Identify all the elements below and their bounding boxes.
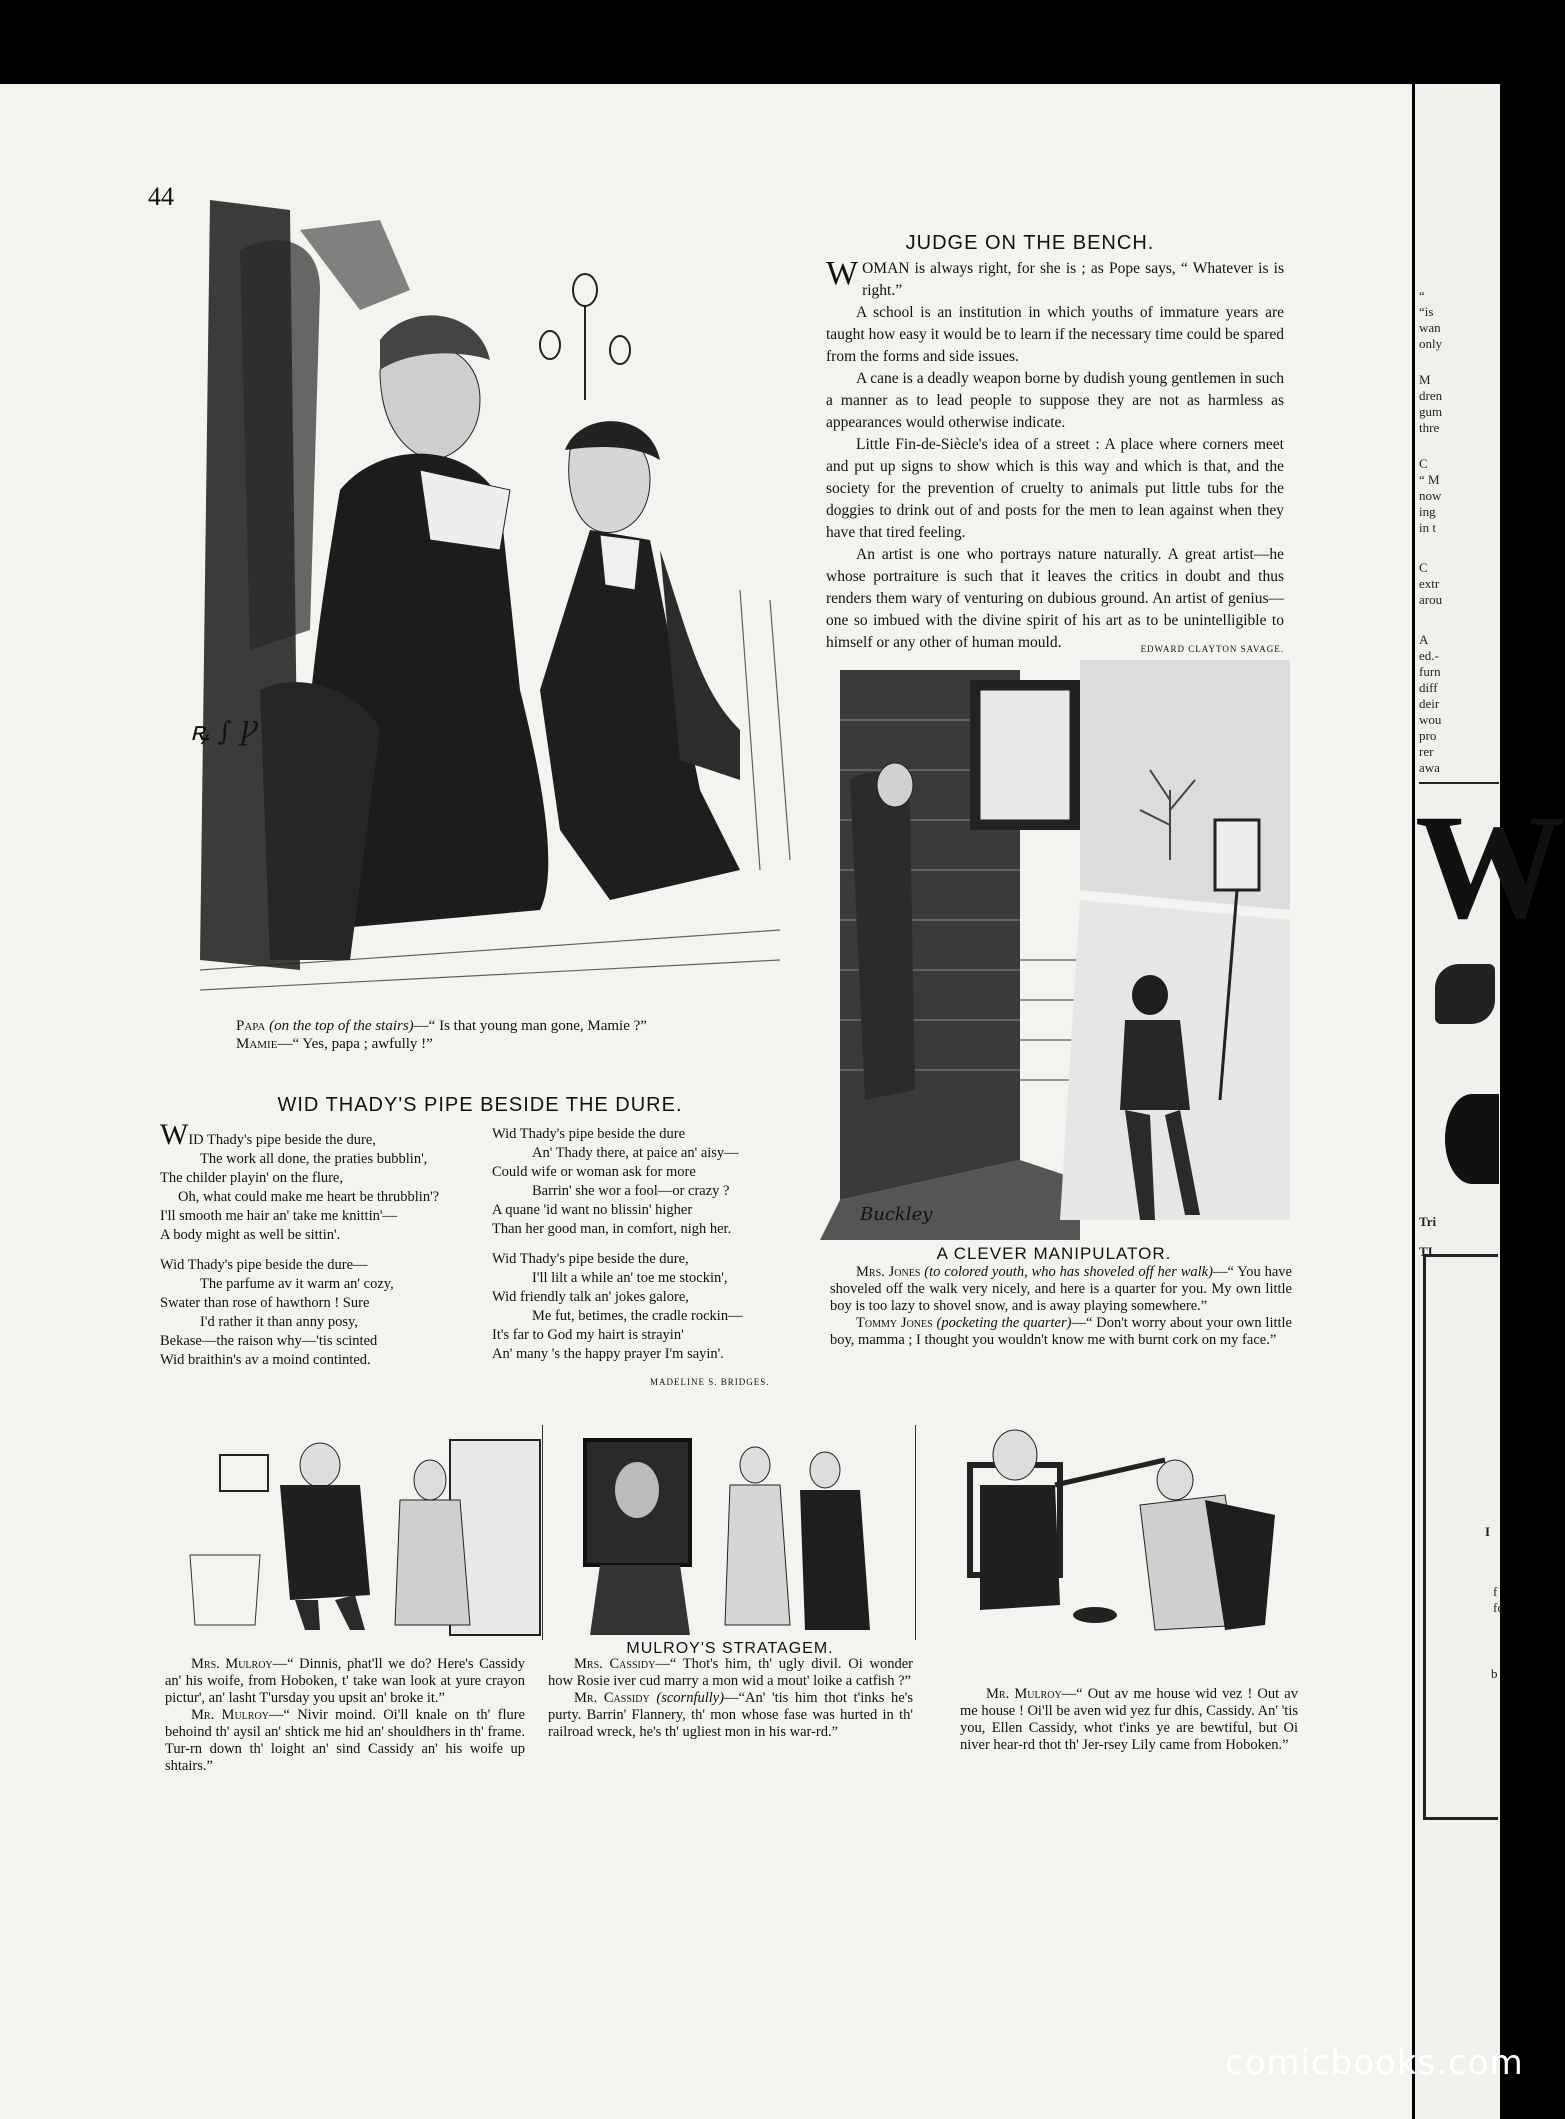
article-signature: EDWARD CLAYTON SAVAGE. — [1140, 644, 1284, 654]
poem-stanza: Wid Thady's pipe beside the dure— The parfume av it warm an' cozy, Swater than rose of hawthorn ! Sure I'd rather it than anny posy, Bekase—the raison why—'tis scinted Wid braithin's av a moind continted. — [160, 1257, 394, 1368]
svg-text:ꝶ ∫ Ꝩ: ꝶ ∫ Ꝩ — [190, 717, 259, 747]
panel-divider — [542, 1425, 543, 1640]
caption-paragraph: Mrs. Mulroy—“ Dinnis, phat'll we do? Here's Cassidy an' his woife, from Hoboken, t' take wan look at yure crayon pictur', an' lasht T'ursday you upsit an' broke it.” — [165, 1656, 525, 1706]
panel-1-caption — [165, 1656, 525, 1775]
poem-column-right — [492, 1125, 812, 1375]
caption-paragraph: Tommy Jones (pocketing the quarter)—“ Don't worry about your own little boy, mamma ; I thought you wouldn't know me with burnt cork on my face.” — [830, 1315, 1292, 1348]
large-letter: W — [1415, 784, 1565, 950]
illustration-couple-on-stairs — [180, 170, 810, 1010]
poem-stanza: Wid Thady's pipe beside the dure, I'll lilt a while an' toe me stockin', Wid friendly talk an' jokes galore, Me fut, betimes, the cradle rockin— It's far to God my hairt is strayin' An' many 's the happy prayer I'm sayin'. — [492, 1251, 743, 1362]
artist-signature: Buckley — [860, 1204, 933, 1225]
cartoon-caption — [830, 1264, 1292, 1349]
caption-paragraph: Mrs. Jones (to colored youth, who has shoveled off her walk)—“ You have shoveled off the walk very nicely, and here is a quarter for you. My own little boy is too lazy to shovel snow, and is away playing somewhere.” — [830, 1264, 1292, 1314]
article-paragraph: An artist is one who portrays nature naturally. A great artist—he whose portraiture is such that it leaves the critics in doubt and thus renders them wary of venturing on dubious ground. An artist of genius—one so imbued with the divine spirit of his art as to be unintelligible to himself or any other of human mould. EDWARD CLAYTON SAVAGE. — [826, 544, 1284, 654]
caption-paragraph: Mr. Mulroy—“ Nivir moind. Oi'll knale on th' flure behoind th' aysil an' shtick me hid an' shouldhers in th' frame. Tur-rn down th' loight an' sind Cassidy an' his woife up shtairs.” — [165, 1707, 525, 1774]
illustration-mulroy-panel-2 — [550, 1425, 910, 1635]
article-paragraph: A school is an institution in which youths of immature years are taught how easy it would be to learn if the necessary time could be spared from the forms and side issues. — [826, 304, 1284, 365]
poem-column-left — [160, 1118, 480, 1381]
caption-line-1: Papa (on the top of the stairs)—“ Is that young man gone, Mamie ?” — [236, 1018, 647, 1034]
cartoon-caption — [236, 1017, 756, 1053]
poem-signature: MADELINE S. BRIDGES. — [650, 1377, 770, 1387]
caption-line-2: Mamie—“ Yes, papa ; awfully !” — [236, 1036, 433, 1052]
drop-cap: W — [826, 255, 859, 292]
poem-stanza: Wid Thady's pipe beside the dure An' Thady there, at paice an' aisy— Could wife or woman ask for more Barrin' she wor a fool—or crazy ? A quane 'id want no blissin' higher Than her good man, in comfort, nigh her. — [492, 1126, 739, 1237]
cartoon-title: MULROY'S STRATAGEM. — [626, 1640, 834, 1657]
ornament — [1445, 1094, 1499, 1184]
watermark: comicbooks.com — [1225, 2043, 1524, 2083]
article-paragraph: Little Fin-de-Siècle's idea of a street : A place where corners meet and put up signs to show which is this way and which is that, and the society for the prevention of cruelty to animals put little tubs for the doggies to drink out of and posts for the men to lean against when they have that tired feeling. — [826, 436, 1284, 541]
page-number: 44 — [148, 182, 174, 211]
caption-paragraph: Mr. Cassidy (scornfully)—“An' 'tis him thot t'inks he's purty. Barrin' Flannery, th' mon whose fase was hurted in th' railroad wreck, he's th' ugliest mon in his war-rd.” — [548, 1690, 914, 1740]
illustration-mulroy-panel-3 — [925, 1425, 1295, 1635]
poem-stanza: WID Thady's pipe beside the dure, The work all done, the praties bubblin', The childer playin' on the flure, Oh, what could make me heart be thrubblin'? I'll smooth me hair an' take me knittin'— A body might as well be sittin'. — [160, 1118, 440, 1243]
panel-divider — [915, 1425, 916, 1640]
caption-paragraph: Mrs. Cassidy—“ Thot's him, th' ugly divil. Oi wonder how Rosie iver cud marry a mon wid a mout' loike a catfish ?” — [548, 1656, 913, 1689]
ornament — [1435, 964, 1495, 1024]
illustration-mulroy-panel-1 — [170, 1425, 540, 1635]
panel-3-caption — [960, 1686, 1298, 1754]
caption-paragraph: Mr. Mulroy—“ Out av me house wid vez ! Out av me house ! Oi'll be aven wid yez fur dhis, Cassidy. An' 'tis you, Ellen Cassidy, whot t'inks ye are bewtiful, but Oi niver hear-rd thot th' Jer-rsey Lily came from Hoboken.” — [960, 1686, 1298, 1753]
poem-title: WID THADY'S PIPE BESIDE THE DURE. — [277, 1094, 683, 1116]
drop-cap: W — [160, 1118, 189, 1151]
article-paragraph: A cane is a deadly weapon borne by dudish young gentlemen in such a manner as to lead people to suppose they are not as harmless as appearances would otherwise indicate. — [826, 370, 1284, 431]
cartoon-title: A CLEVER MANIPULATOR. — [936, 1244, 1172, 1263]
article-paragraph: WOMAN is always right, for she is ; as Pope says, “ Whatever is is right.” — [826, 255, 1284, 299]
panel-2-caption — [548, 1656, 913, 1741]
article-title: JUDGE ON THE BENCH. — [905, 232, 1155, 254]
article-body — [826, 255, 1284, 660]
facing-page-edge: “ “is wan only M dren gum thre C “ M now ing in t C extr arou A ed.- furn diff deir wou pro rer awa W Tri TI I f fc b — [1415, 84, 1500, 2119]
illustration-snow-doorway — [820, 660, 1290, 1240]
